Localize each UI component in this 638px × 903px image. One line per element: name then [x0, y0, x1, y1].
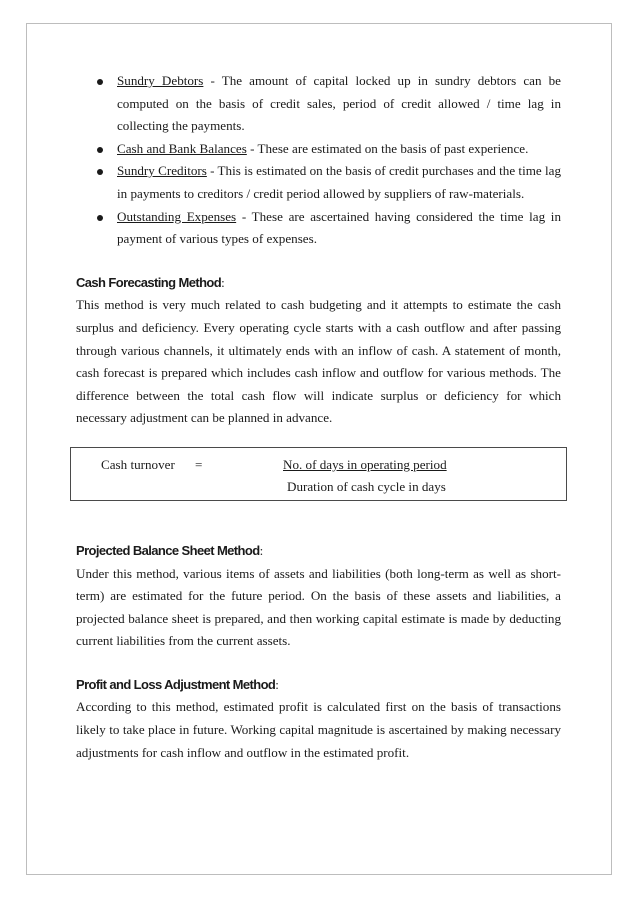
- list-item-term: Cash and Bank Balances: [117, 140, 247, 156]
- list-item-text: - This is estimated on the basis of credit purchases and the time lag in payments to creditors / credit period allowed by suppliers of raw-materials.: [117, 163, 561, 201]
- formula-denominator: Duration of cash cycle in days: [287, 478, 446, 494]
- heading-colon: :: [259, 542, 264, 558]
- cash-forecasting-heading: [76, 272, 561, 295]
- spacer: [76, 501, 561, 540]
- list-item-term: Sundry Creditors: [117, 163, 207, 179]
- list-item: [76, 206, 561, 251]
- heading-colon: :: [221, 274, 225, 290]
- bullet-icon: [97, 147, 103, 153]
- list-item: [76, 138, 561, 161]
- list-item-text: - The amount of capital locked up in sundry debtors can be computed on the basis of credit sales, period of credit allowed / time lag in collecting the payments.: [117, 73, 561, 134]
- formula-lhs: Cash turnover: [101, 456, 175, 472]
- projected-balance-sheet-paragraph: Under this method, various items of assets and liabilities (both long-term as well as short-term) are estimated for the future period. On the basis of these assets and liabilities, a projected balance sheet is prepared, and then working capital estimate is made by deducting current liabilities from the current assets.: [76, 565, 561, 649]
- profit-loss-adjustment-heading: [76, 674, 561, 697]
- projected-balance-sheet-heading: [76, 540, 561, 563]
- heading-text: Projected Balance Sheet Method: [76, 542, 260, 558]
- profit-loss-adjustment-paragraph: According to this method, estimated profit is calculated first on the basis of transactions likely to take place in future. Working capital magnitude is ascertained by making necessary adjustments for cash inflow and outflow in the estimated profit.: [76, 699, 561, 760]
- bullet-icon: [97, 169, 103, 175]
- list-item-text: - These are ascertained having considered the time lag in payment of various types of expenses.: [117, 208, 561, 247]
- cash-turnover-formula-box: [70, 447, 567, 501]
- heading-text: Profit and Loss Adjustment Method: [76, 676, 276, 692]
- formula-equals: =: [195, 456, 203, 472]
- heading-colon: :: [275, 676, 279, 692]
- list-item: [76, 160, 561, 205]
- list-item: [76, 70, 561, 138]
- list-item-term: Outstanding Expenses: [117, 208, 237, 224]
- list-item-term: Sundry Debtors: [117, 73, 204, 88]
- working-capital-components-list: [76, 70, 561, 251]
- bullet-icon: [97, 215, 103, 221]
- bullet-icon: [97, 79, 103, 85]
- heading-text: Cash Forecasting Method: [76, 274, 222, 290]
- formula-numerator: No. of days in operating period: [283, 456, 447, 472]
- cash-forecasting-paragraph: This method is very much related to cash budgeting and it attempts to estimate the cash surplus and deficiency. Every operating cycle starts with a cash outflow and after passing through various channels, it ultimately ends with an inflow of cash. A statement of month, cash forecast is prepared which includes cash inflow and outflow for various methods. The difference between the total cash flow will indicate surplus or deficiency for which necessary adjustment can be planned in advance.: [76, 297, 561, 426]
- document-body: [76, 70, 561, 764]
- list-item-text: - These are estimated on the basis of past experience.: [246, 140, 529, 156]
